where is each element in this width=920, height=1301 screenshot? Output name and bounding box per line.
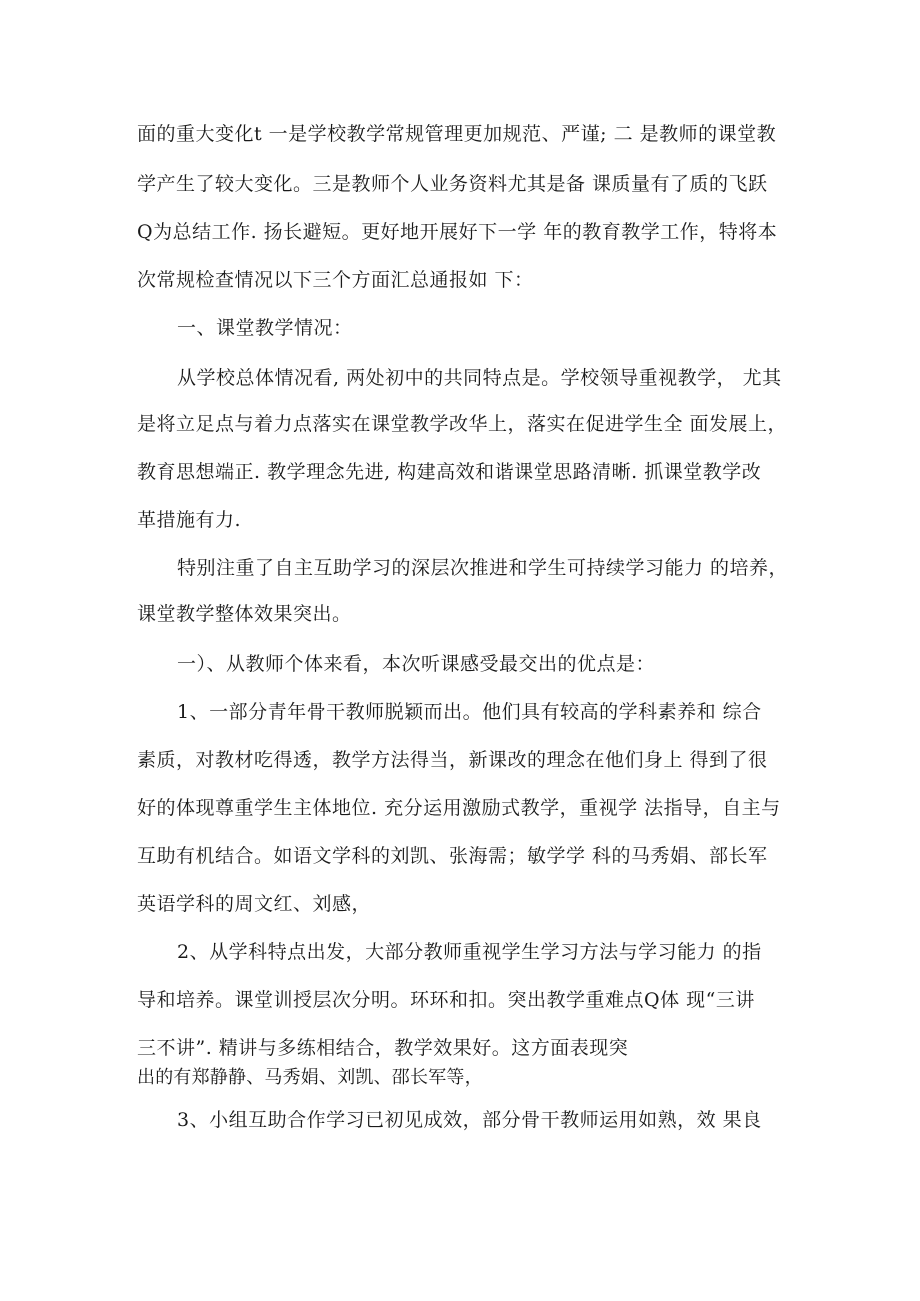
- text-line: 导和培养。课堂训授层次分明。环环和扣。突出教学重难点Q体 现“三讲: [137, 989, 755, 1011]
- text-line: 面的重大变化t 一是学校教学常规管理更加规范、严谨; 二 是教师的课堂教: [137, 123, 777, 145]
- text-line: 英语学科的周文红、刘感，: [137, 893, 372, 915]
- text-line: 特别注重了自主互助学习的深层次推进和学生可持续学习能力 的培养，: [177, 557, 789, 579]
- section-heading: 一、课堂教学情况：: [177, 317, 353, 339]
- text-line: 从学校总体情况看, 两处初中的共同特点是。学校领导重视教学， 尤其: [177, 367, 782, 389]
- text-line: Q为总结工作. 扬长避短。更好地开展好下一学 年的教育教学工作，特将本: [137, 221, 778, 243]
- text-line: 课堂教学整体效果突出。: [137, 603, 352, 625]
- text-line: 3、小组互助合作学习已初见成效，部分骨干教师运用如熟，效 果良: [177, 1109, 762, 1131]
- text-line: 学产生了较大变化。三是教师个人业务资料尤其是备 课质量有了质的飞跃: [137, 173, 768, 195]
- text-line: 2、从学科特点出发，大部分教师重视学生学习方法与学习能力 的指: [177, 941, 762, 963]
- text-line: 次常规检查情况以下三个方面汇总通报如 下：: [137, 269, 534, 291]
- text-line: 教育思想端正. 教学理念先进, 构建高效和谐课堂思路清晰. 抓课堂教学改: [137, 461, 762, 483]
- text-line: 革措施有力.: [137, 509, 242, 531]
- text-line: 互助有机结合。如语文学科的刘凯、张海需；敏学学 科的马秀娟、部长军: [137, 845, 768, 867]
- text-line: 出的有郑静静、马秀娟、刘凯、邵长军等，: [137, 1067, 483, 1088]
- text-line: 三不讲”. 精讲与多练相结合，教学效果好。这方面表现突: [137, 1037, 629, 1059]
- subsection-heading: 一）、从教师个体来看，本次听课感受最交出的优点是：: [177, 653, 656, 675]
- text-line: 素质，对教材吃得透，教学方法得当，新课改的理念在他们身上 得到了很: [137, 749, 768, 771]
- text-line: 是将立足点与着力点落实在课堂教学改华上，落实在促进学生全 面发展上，: [137, 413, 788, 435]
- text-line: 1、一部分青年骨干教师脱颖而出。他们具有较高的学科素养和 综合: [177, 701, 762, 723]
- text-line: 好的体现尊重学生主体地位. 充分运用激励式教学，重视学 法指导，自主与: [137, 797, 781, 819]
